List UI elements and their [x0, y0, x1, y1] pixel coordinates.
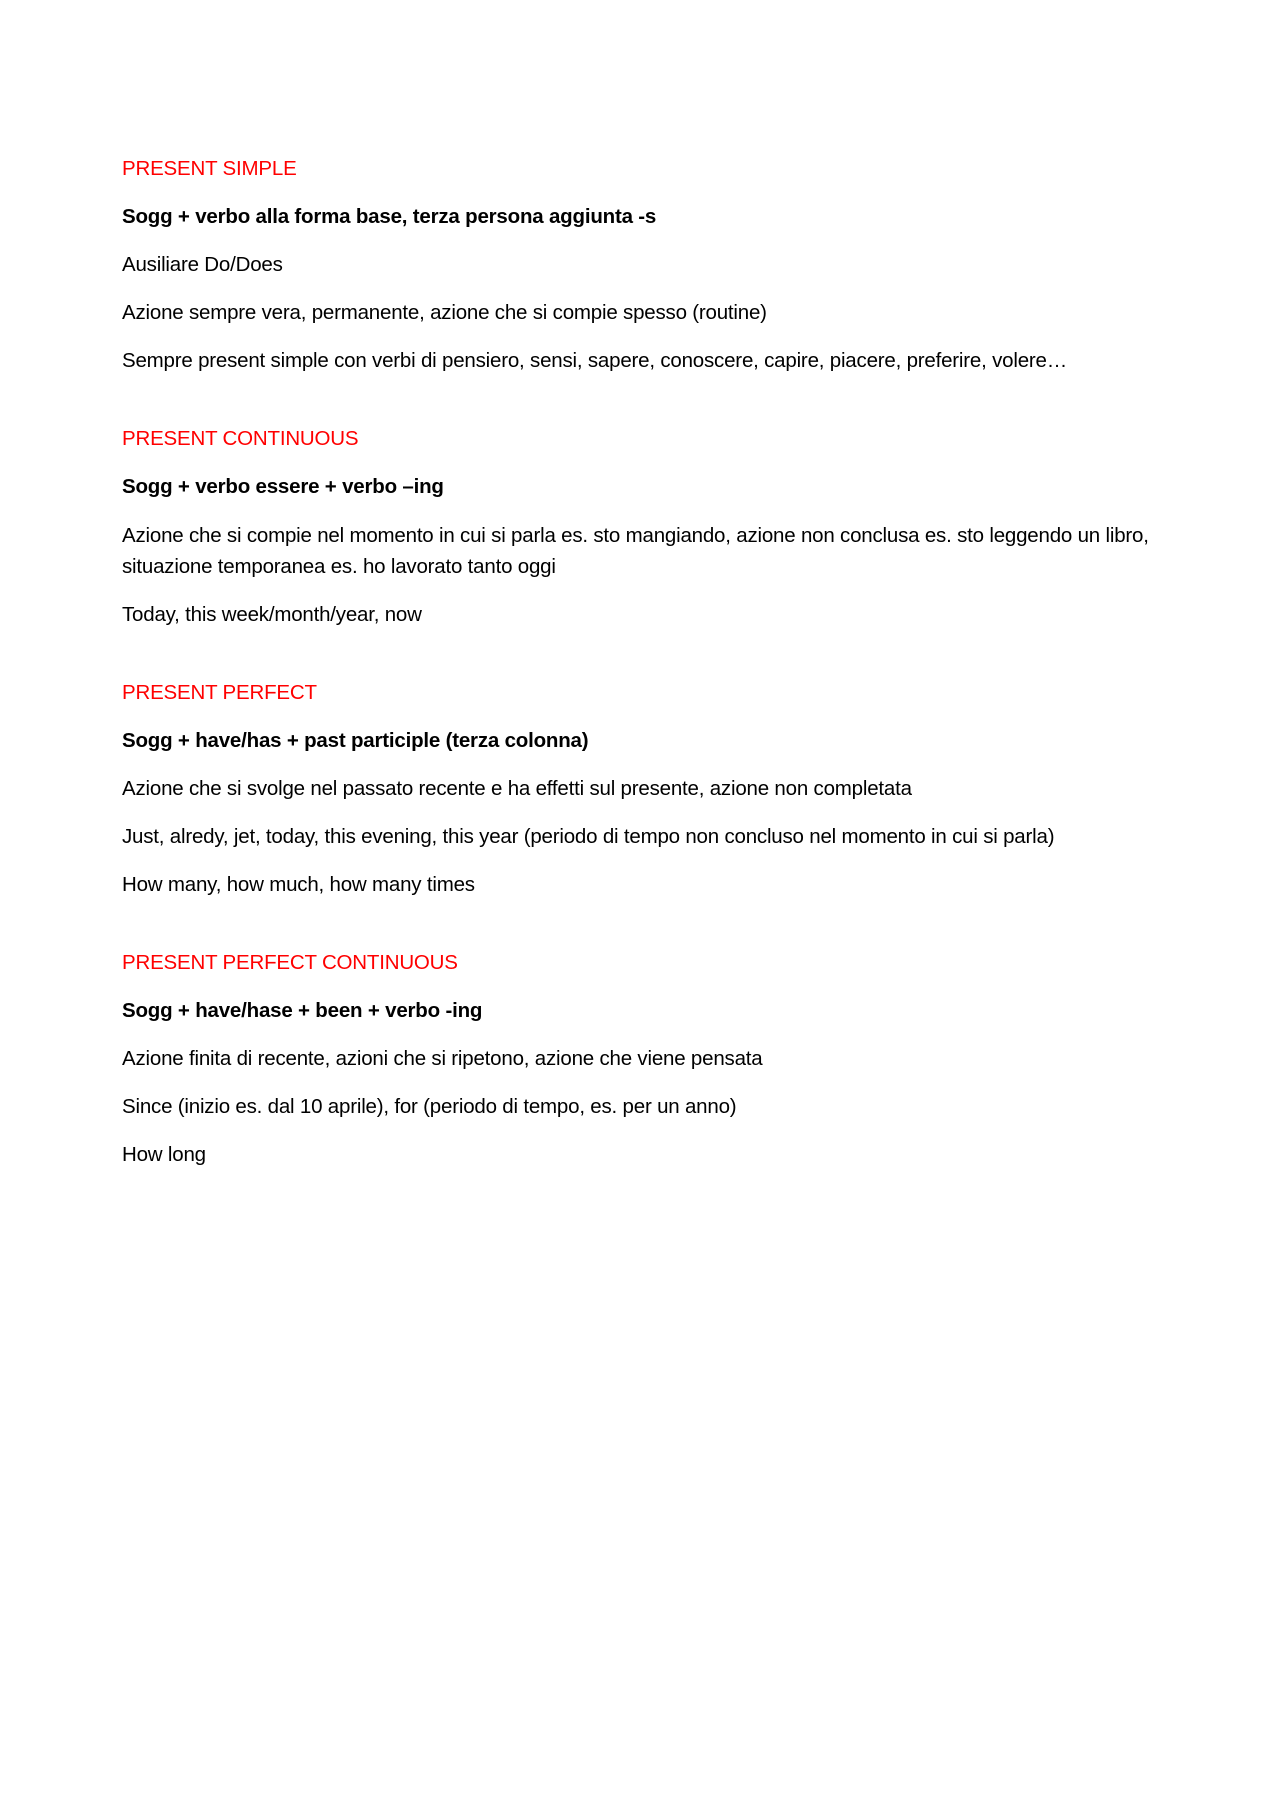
section-rule: Sogg + verbo alla forma base, terza persona aggiunta -s	[122, 205, 657, 228]
section-line: How long	[122, 1143, 206, 1166]
section-line: Ausiliare Do/Does	[122, 253, 283, 276]
section-present-continuous	[122, 424, 1160, 630]
section-line: Azione finita di recente, azioni che si ripetono, azione che viene pensata	[122, 1047, 763, 1070]
section-line: Azione che si compie nel momento in cui si parla es. sto mangiando, azione non conclusa es. sto leggendo un libro, situazione temporanea es. ho lavorato tanto oggi	[122, 524, 1149, 578]
section-rule: Sogg + have/has + past participle (terza colonna)	[122, 729, 589, 752]
section-heading: PRESENT CONTINUOUS	[122, 427, 359, 450]
section-heading: PRESENT PERFECT	[122, 681, 317, 704]
section-line: Sempre present simple con verbi di pensiero, sensi, sapere, conoscere, capire, piacere, preferire, volere…	[122, 349, 1068, 372]
section-heading: PRESENT SIMPLE	[122, 157, 297, 180]
section-line: Just, alredy, jet, today, this evening, this year (periodo di tempo non concluso nel momento in cui si parla)	[122, 825, 1055, 848]
section-present-simple	[122, 154, 1160, 376]
section-present-perfect-continuous	[122, 948, 1160, 1170]
section-rule: Sogg + verbo essere + verbo –ing	[122, 475, 444, 498]
section-rule: Sogg + have/hase + been + verbo -ing	[122, 999, 483, 1022]
section-line: Azione che si svolge nel passato recente e ha effetti sul presente, azione non completata	[122, 777, 912, 800]
section-heading: PRESENT PERFECT CONTINUOUS	[122, 951, 458, 974]
section-line: Azione sempre vera, permanente, azione che si compie spesso (routine)	[122, 301, 767, 324]
section-line: Since (inizio es. dal 10 aprile), for (periodo di tempo, es. per un anno)	[122, 1095, 737, 1118]
section-line: How many, how much, how many times	[122, 873, 475, 896]
section-line: Today, this week/month/year, now	[122, 603, 422, 626]
section-present-perfect	[122, 678, 1160, 900]
